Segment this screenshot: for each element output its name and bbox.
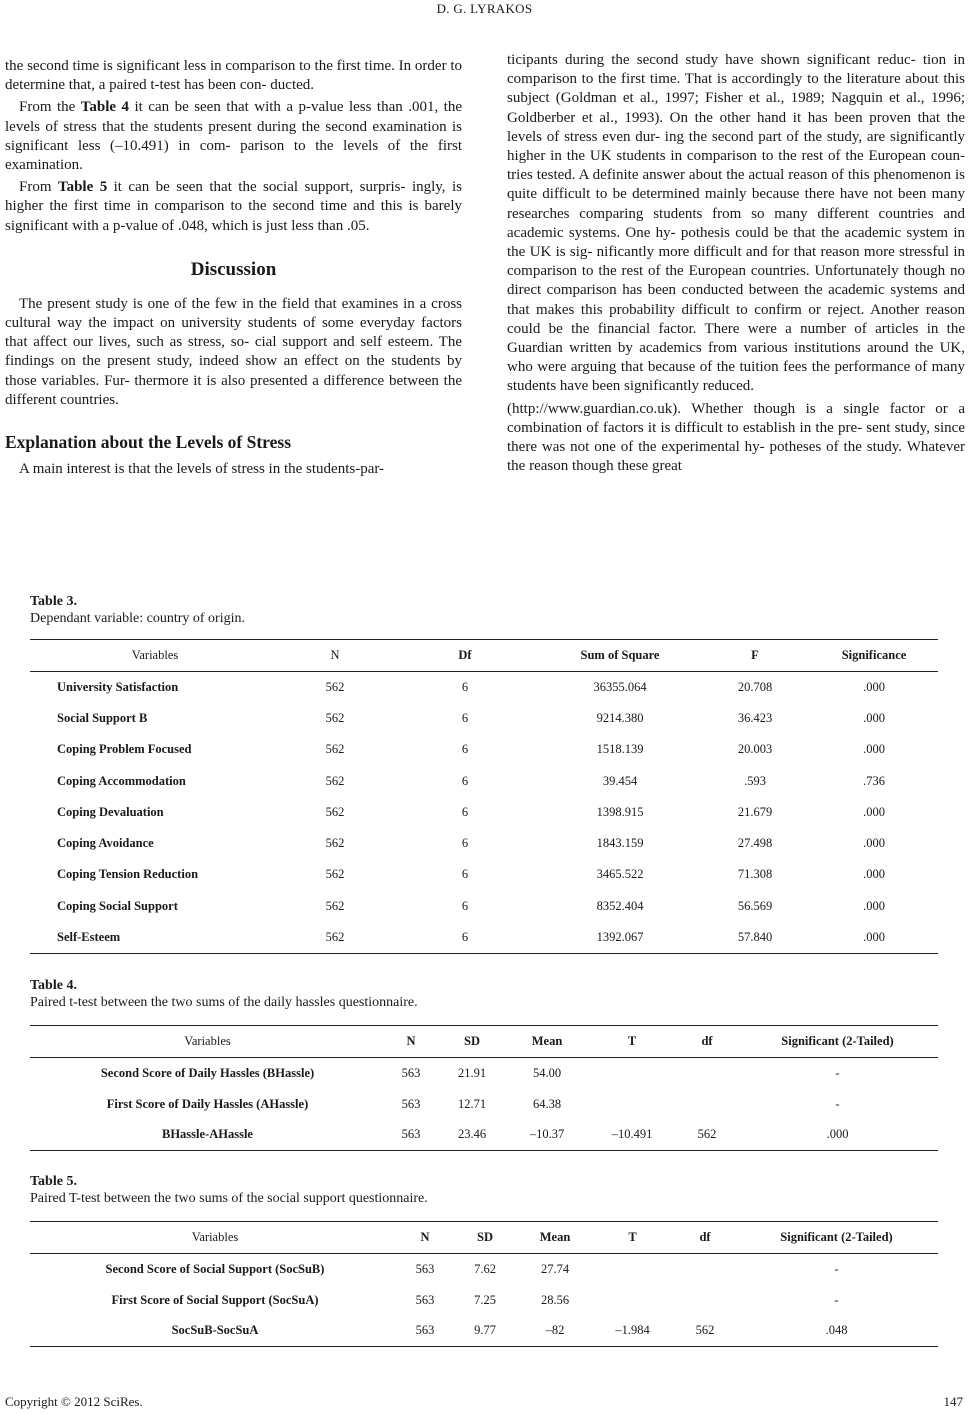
table-cell: 562 [325, 898, 345, 913]
table-cell: 563 [415, 1323, 435, 1338]
variable-cell: Coping Avoidance [57, 836, 154, 851]
table-cell: 1398.915 [596, 804, 644, 819]
table-3-block [30, 593, 938, 954]
table-cell: 563 [401, 1065, 421, 1080]
table-cell: –10.37 [529, 1127, 565, 1142]
table-cell: - [834, 1292, 839, 1307]
table-reference: Table 4 [80, 99, 130, 116]
table-cell [590, 1285, 675, 1316]
table-cell: 6 [461, 742, 469, 757]
table-cell: 21.91 [457, 1065, 487, 1080]
paragraph [5, 98, 462, 175]
text-run: it can be seen that the social support, surpris- ingly, is higher the first time in comparison to the second time and this is barely significant with a p-value of .048, which is just less than .05. [5, 179, 463, 234]
right-column [507, 51, 965, 476]
subsection-heading: Explanation about the Levels of Stress [5, 432, 292, 453]
table-cell: 563 [401, 1127, 421, 1142]
table-cell: 27.498 [737, 836, 773, 851]
table-cell: 12.71 [457, 1096, 487, 1111]
table-row [30, 859, 938, 890]
table-cell [675, 1254, 735, 1285]
column-header: N [420, 1230, 430, 1244]
table-cell: 20.708 [737, 679, 773, 694]
column-header: Significant (2-Tailed) [781, 1034, 894, 1048]
table-cell: 8352.404 [596, 898, 644, 913]
table-cell: 64.38 [532, 1096, 562, 1111]
table-row [30, 1089, 938, 1120]
table-cell: 562 [325, 773, 345, 788]
variable-cell: Coping Problem Focused [57, 742, 192, 757]
column-header: Significant (2-Tailed) [780, 1230, 893, 1244]
table-cell: 56.569 [737, 898, 773, 913]
section-heading: Discussion [190, 258, 277, 280]
table-cell: .000 [863, 836, 885, 851]
table-cell: 36355.064 [593, 679, 647, 694]
table-caption: Paired T-test between the two sums of the social support questionnaire. [30, 1191, 428, 1206]
table-4-block [30, 977, 938, 1151]
table-4 [30, 1025, 938, 1151]
table-title: Table 3. [30, 594, 77, 609]
text-run: From [19, 179, 58, 196]
table-cell: 36.423 [737, 710, 773, 725]
table-cell: 562 [325, 804, 345, 819]
table-5 [30, 1221, 938, 1347]
table-cell: 9.77 [474, 1323, 496, 1338]
table-row [30, 1058, 938, 1089]
table-cell: 563 [415, 1261, 435, 1276]
column-header: Sum of Square [580, 648, 660, 662]
table-cell: 7.62 [474, 1261, 496, 1276]
column-header: Df [458, 648, 472, 662]
table-cell: 6 [461, 710, 469, 725]
table-cell: 57.840 [737, 929, 773, 944]
table-cell: 1843.159 [596, 836, 644, 851]
column-header: Significance [841, 648, 907, 662]
table-cell [587, 1089, 677, 1120]
column-header: SD [477, 1230, 493, 1244]
table-cell [587, 1058, 677, 1089]
table-cell: 563 [415, 1292, 435, 1307]
table-row [30, 891, 938, 922]
variable-cell: Social Support B [57, 710, 148, 725]
variable-cell: University Satisfaction [57, 679, 179, 694]
table-cell: 562 [325, 867, 345, 882]
copyright-notice: Copyright © 2012 SciRes. [5, 1394, 143, 1409]
table-reference: Table 5 [57, 179, 108, 196]
variable-cell: Coping Accommodation [57, 773, 186, 788]
table-cell: - [834, 1261, 839, 1276]
text-run: it can be seen that with a p-value less than .001, the levels of stress that the students present during the second examination is significant less (–10.491) in com- parison to the levels of the first examination. [5, 99, 462, 174]
table-cell [677, 1058, 737, 1089]
column-header: Variables [184, 1034, 231, 1048]
table-cell: 562 [325, 710, 345, 725]
table-cell: 3465.522 [596, 867, 644, 882]
table-cell: 21.679 [737, 804, 773, 819]
table-cell: 9214.380 [596, 710, 644, 725]
table-cell: .000 [863, 679, 885, 694]
table-cell: 6 [461, 773, 469, 788]
table-cell: –82 [545, 1323, 565, 1338]
table-cell: 54.00 [532, 1065, 562, 1080]
table-cell: 6 [461, 836, 469, 851]
table-cell: 23.46 [457, 1127, 487, 1142]
table-row [30, 1316, 938, 1347]
table-cell: - [835, 1096, 840, 1111]
table-cell: 1392.067 [596, 929, 644, 944]
table-cell: 562 [695, 1323, 715, 1338]
table-caption: Dependant variable: country of origin. [30, 611, 245, 626]
variable-cell: BHassle-AHassle [162, 1127, 253, 1142]
table-cell [675, 1285, 735, 1316]
table-row [30, 765, 938, 796]
table-row [30, 1254, 938, 1285]
variable-cell: First Score of Social Support (SocSuA) [111, 1292, 319, 1307]
table-cell: 20.003 [737, 742, 773, 757]
table-cell: .000 [863, 929, 885, 944]
column-header: SD [464, 1034, 480, 1048]
table-cell: –1.984 [615, 1323, 650, 1338]
table-cell: .593 [744, 773, 766, 788]
table-row [30, 1120, 938, 1151]
column-header: N [406, 1034, 416, 1048]
table-cell: .000 [863, 742, 885, 757]
table-cell: 562 [325, 836, 345, 851]
paragraph: The present study is one of the few in the field that examines in a cross cultural way the impact on university students of some everyday factors that affect our lives, such as stress, so- cial support and self esteem. The findings on the present study, indeed show an effect on the students by those variables. Fur- thermore it is also presented a difference between the different countries. [5, 295, 462, 408]
table-cell: 71.308 [737, 867, 773, 882]
table-cell: 6 [461, 804, 469, 819]
table-cell: - [835, 1065, 840, 1080]
column-header: T [628, 1230, 637, 1244]
table-cell: 7.25 [474, 1292, 496, 1307]
table-header-row [30, 640, 938, 672]
table-cell: .000 [863, 867, 885, 882]
column-header: Mean [531, 1034, 563, 1048]
table-cell [677, 1089, 737, 1120]
table-cell: 6 [461, 867, 469, 882]
running-head: D. G. LYRAKOS [436, 1, 533, 16]
page-number: 147 [943, 1394, 963, 1409]
table-cell: 1518.139 [596, 742, 644, 757]
table-row [30, 1285, 938, 1316]
paragraph: (http://www.guardian.co.uk). Whether though is a single factor or a combination of factors it is difficult to establish in the pre- sent study, since there was not one of the experimental hy- potheses of the study. Whatever the reason though these great [507, 400, 965, 475]
variable-cell: Second Score of Daily Hassles (BHassle) [100, 1065, 315, 1080]
table-cell [590, 1254, 675, 1285]
table-5-block [30, 1173, 938, 1347]
table-cell: .736 [863, 773, 885, 788]
table-cell: .000 [863, 710, 885, 725]
table-cell: 562 [697, 1127, 717, 1142]
table-title: Table 4. [30, 978, 77, 993]
table-header-row [30, 1222, 938, 1254]
table-row [30, 703, 938, 734]
paragraph: the second time is significant less in comparison to the first time. In order to determine that, a paired t-test has been con- ducted. [5, 58, 462, 94]
variable-cell: Self-Esteem [57, 929, 121, 944]
column-header: Variables [191, 1230, 239, 1244]
column-header: df [699, 1230, 711, 1244]
table-cell: 562 [325, 679, 345, 694]
column-header: N [330, 648, 340, 662]
left-column [5, 57, 462, 479]
table-caption: Paired t-test between the two sums of the daily hassles questionnaire. [30, 995, 418, 1010]
table-cell: 6 [461, 898, 469, 913]
table-cell: 563 [401, 1096, 421, 1111]
table-cell: .000 [826, 1127, 849, 1142]
table-3 [30, 639, 938, 954]
table-cell: 6 [461, 679, 469, 694]
paragraph: A main interest is that the levels of stress in the students-par- [19, 461, 385, 478]
column-header: F [751, 648, 759, 662]
table-cell: 562 [325, 742, 345, 757]
table-row [30, 797, 938, 828]
table-header-row [30, 1026, 938, 1058]
table-row [30, 922, 938, 953]
table-row [30, 672, 938, 703]
table-cell: 27.74 [540, 1261, 570, 1276]
paragraph: ticipants during the second study have shown significant reduc- tion in comparison to the first time. That is accordingly to the literature about this subject (Goldman et al., 1997; Fisher et al., 1989; Nagquin et al., 1996; Goldberber et al., 1993). On the other hand it has been proven that the levels of stress even dur- ing the second part of the study, are significantly higher in the UK students in comparison to the rest of the European coun- tries tested. A definite answer about the actual reason of this phenomenon is quite difficult to be determined mainly because there have not been many researches comparing students from so many different countries and academic systems. One hy- pothesis could be that the academic system in the UK is sig- nificantly more difficult and for that reason more stressful in comparison to the rest of the European countries. Unfortunately though no direct comparison has been conducted between the academic systems and that makes this probability difficult to confirm or reject. Another reason could be the financial factor. There were a number of articles in the Guardian written by academics from various institutions around the UK, who were arguing that because of the tuition fees the performance of many students have been significantly reduced. [507, 52, 965, 395]
table-row [30, 828, 938, 859]
table-cell: .048 [825, 1323, 848, 1338]
table-cell: .000 [863, 898, 885, 913]
variable-cell: Second Score of Social Support (SocSuB) [105, 1261, 325, 1276]
column-header: Mean [539, 1230, 571, 1244]
table-cell: 28.56 [540, 1292, 570, 1307]
column-header: df [701, 1034, 713, 1048]
text-run: From the [19, 99, 81, 116]
table-cell: –10.491 [611, 1127, 653, 1142]
variable-cell: Coping Tension Reduction [57, 867, 199, 882]
column-header: T [627, 1034, 637, 1048]
paragraph [5, 178, 462, 236]
table-row [30, 734, 938, 765]
table-cell: 6 [461, 929, 469, 944]
variable-cell: SocSuB-SocSuA [171, 1323, 259, 1338]
table-cell: 39.454 [602, 773, 638, 788]
variable-cell: First Score of Daily Hassles (AHassle) [106, 1096, 309, 1111]
table-cell: .000 [863, 804, 885, 819]
variable-cell: Coping Devaluation [57, 804, 164, 819]
table-title: Table 5. [30, 1174, 77, 1189]
column-header: Variables [131, 648, 179, 662]
variable-cell: Coping Social Support [57, 898, 178, 913]
table-cell: 562 [325, 929, 345, 944]
